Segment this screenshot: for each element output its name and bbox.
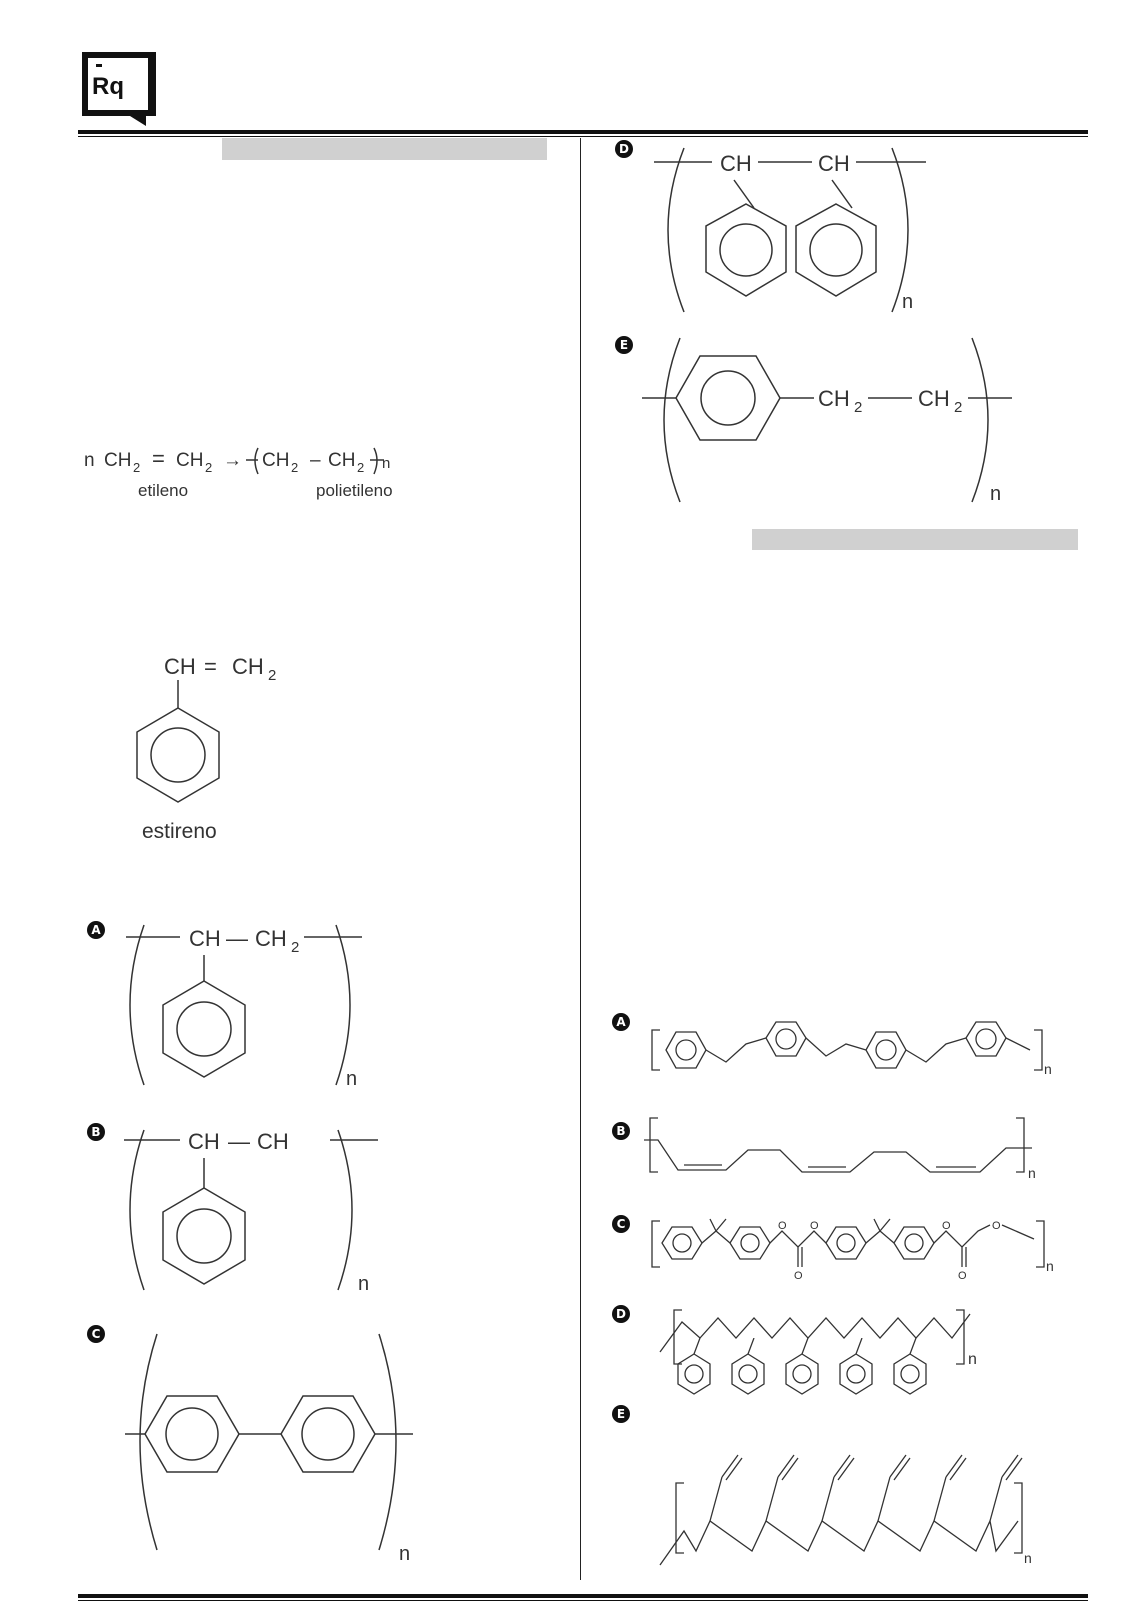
svg-text:—: — <box>228 1129 250 1154</box>
svg-text:2: 2 <box>291 939 300 956</box>
svg-text:O: O <box>778 1220 787 1232</box>
svg-text:n: n <box>1044 1061 1052 1077</box>
logo-text: Rq <box>92 73 124 100</box>
svg-text:O: O <box>942 1220 951 1232</box>
option-e-structure <box>640 330 1020 510</box>
q2-option-b-label[interactable]: B <box>612 1122 630 1140</box>
svg-text:CH: CH <box>720 151 752 176</box>
svg-text:n: n <box>968 1351 977 1368</box>
option-b-structure <box>110 1118 400 1298</box>
svg-text:n: n <box>1028 1165 1036 1180</box>
svg-text:n: n <box>84 450 95 471</box>
header-rule-thin <box>78 136 1088 137</box>
q2-option-a-label[interactable]: A <box>612 1013 630 1031</box>
svg-text:etileno: etileno <box>138 481 189 500</box>
q2-option-d-label[interactable]: D <box>612 1305 630 1323</box>
q2-option-c-label[interactable]: C <box>612 1215 630 1233</box>
svg-text:CH: CH <box>918 386 950 411</box>
svg-text:2: 2 <box>357 460 365 475</box>
footer-rule-thin <box>78 1600 1088 1601</box>
q2-option-e-label[interactable]: E <box>612 1405 630 1423</box>
footer-rule <box>78 1594 1088 1598</box>
svg-text:estireno: estireno <box>142 820 217 843</box>
svg-text:CH: CH <box>104 450 132 471</box>
svg-text:CH: CH <box>818 151 850 176</box>
svg-text:CH: CH <box>328 450 356 471</box>
option-c-structure <box>115 1320 415 1570</box>
svg-text:n: n <box>902 291 914 313</box>
svg-text:polietileno: polietileno <box>316 481 393 500</box>
svg-text:2: 2 <box>268 667 277 684</box>
svg-text:n: n <box>382 455 391 472</box>
styrene-structure <box>120 640 340 850</box>
svg-text:n: n <box>990 483 1002 505</box>
brand-logo <box>80 50 158 128</box>
q2-option-b-structure <box>630 1110 1050 1180</box>
svg-text:→: → <box>223 450 242 471</box>
svg-text:2: 2 <box>291 460 299 475</box>
q2-option-e-structure <box>640 1425 1040 1575</box>
svg-text:CH: CH <box>232 654 264 679</box>
svg-text:CH: CH <box>176 450 204 471</box>
svg-text:=: = <box>152 446 165 471</box>
svg-text:CH: CH <box>164 654 196 679</box>
svg-text:CH: CH <box>188 1129 220 1154</box>
svg-text:O: O <box>794 1270 803 1282</box>
q2-option-c-structure <box>630 1195 1070 1285</box>
svg-text:O: O <box>810 1220 819 1232</box>
svg-text:=: = <box>204 654 217 679</box>
column-divider <box>580 138 581 1580</box>
svg-text:CH: CH <box>818 386 850 411</box>
svg-text:2: 2 <box>954 399 963 416</box>
svg-text:2: 2 <box>205 460 213 475</box>
svg-text:2: 2 <box>133 460 141 475</box>
ethylene-reaction <box>80 440 500 510</box>
svg-text:O: O <box>958 1270 967 1282</box>
svg-text:O: O <box>992 1220 1001 1232</box>
option-d-structure <box>640 140 940 320</box>
q2-option-d-rings <box>640 1338 1000 1418</box>
svg-text:n: n <box>1024 1550 1032 1566</box>
q2-option-a-structure <box>630 1010 1070 1080</box>
svg-text:n: n <box>399 1543 411 1565</box>
redacted-text-block <box>752 529 1078 550</box>
option-d-label[interactable]: D <box>615 140 633 158</box>
redacted-text-block <box>222 138 547 160</box>
svg-text:2: 2 <box>854 399 863 416</box>
option-a-label[interactable]: A <box>87 921 105 939</box>
svg-text:CH: CH <box>262 450 290 471</box>
svg-text:CH: CH <box>189 926 221 951</box>
option-a-structure <box>110 915 400 1090</box>
svg-text:CH: CH <box>257 1129 289 1154</box>
svg-text:n: n <box>358 1273 370 1295</box>
header-rule <box>78 130 1088 134</box>
svg-text:–: – <box>310 450 321 471</box>
option-e-label[interactable]: E <box>615 336 633 354</box>
svg-text:n: n <box>346 1068 358 1090</box>
svg-text:—: — <box>226 926 248 951</box>
svg-text:n: n <box>1046 1258 1054 1274</box>
option-c-label[interactable]: C <box>87 1325 105 1343</box>
option-b-label[interactable]: B <box>87 1123 105 1141</box>
svg-text:CH: CH <box>255 926 287 951</box>
